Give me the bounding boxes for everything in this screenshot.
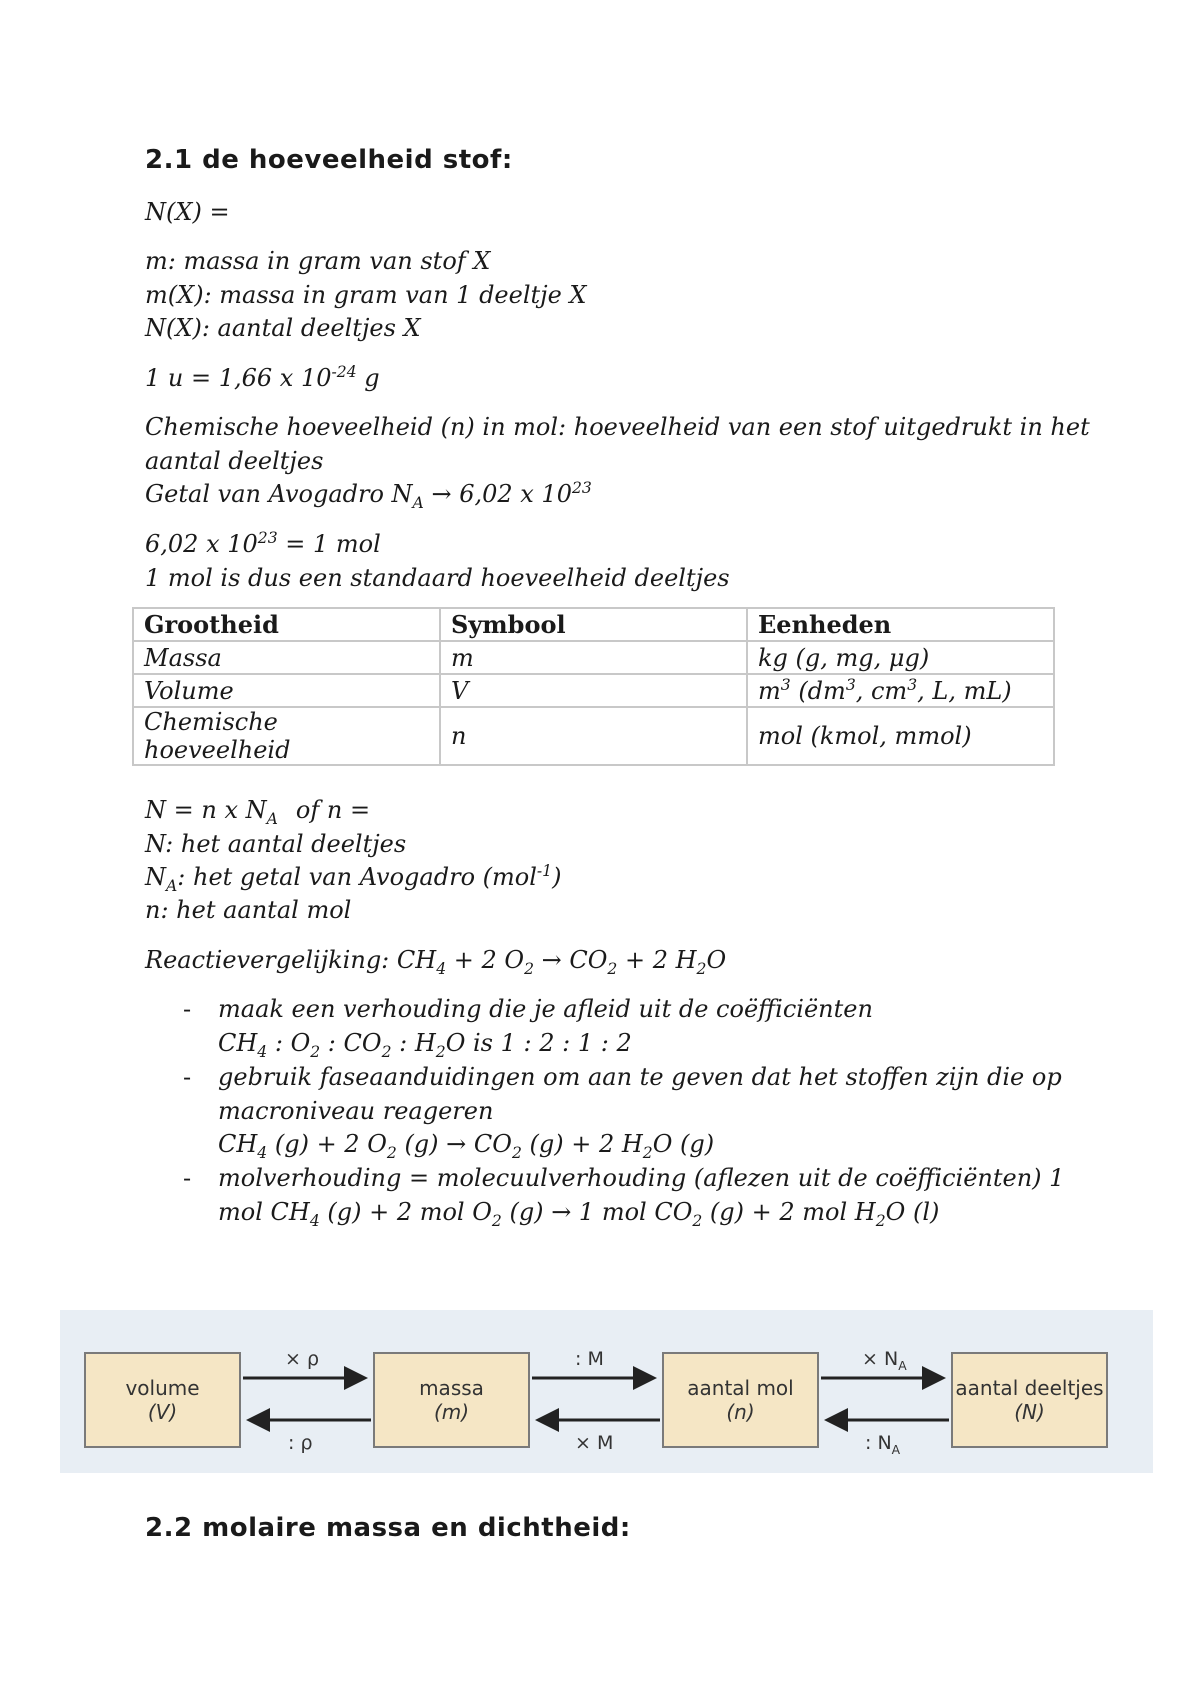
n-formula-right: of n = — [295, 796, 371, 824]
arrow-label-div-rho: : ρ — [288, 1432, 313, 1454]
ratio-value: is 1 : 2 : 1 : 2 — [465, 1029, 632, 1057]
label-subscript: A — [898, 1358, 907, 1373]
avogadro-label: Getal van Avogadro N — [145, 480, 413, 508]
avogadro-number — [145, 479, 592, 512]
box-symbol: (n) — [726, 1400, 755, 1424]
table-header: Grootheid — [133, 608, 440, 641]
na-close: ) — [552, 863, 562, 891]
vu-b: (dm — [790, 676, 846, 705]
chem-def-line-1: Chemische hoeveelheid (n) in mol: hoeveelheid van een stof uitgedrukt in het — [145, 413, 1090, 441]
vu-a: m — [758, 676, 781, 705]
arrow-icon: → — [423, 480, 460, 508]
vu-e3: 3 — [907, 675, 918, 694]
amu-unit: g — [356, 364, 380, 392]
section-heading-2-2: 2.2 molaire massa en dichtheid: — [145, 1513, 631, 1543]
vu-e2: 3 — [845, 675, 856, 694]
arrow-icon: → — [541, 946, 562, 974]
label-subscript: A — [891, 1442, 901, 1457]
table-row — [133, 674, 1054, 707]
bullet-1-text: maak een verhouding die je afleid uit de coëfficiënten — [218, 995, 873, 1023]
table-header-row — [133, 608, 1054, 641]
arrow-label-div-m: : M — [575, 1348, 604, 1370]
vu-e1: 3 — [780, 675, 791, 694]
amu-exponent: -24 — [331, 363, 357, 381]
conversion-diagram — [60, 1310, 1153, 1473]
table-cell: Chemische hoeveelheid — [133, 707, 440, 765]
label-text: × N — [862, 1348, 899, 1370]
quantities-table — [132, 607, 1055, 766]
arrow-icon: → — [446, 1130, 467, 1158]
diagram-box-aantal-deeltjes — [951, 1352, 1108, 1448]
table-cell: kg (g, mg, μg) — [747, 641, 1054, 674]
bullet-2-line-2: macroniveau reageren — [218, 1097, 494, 1125]
bullet-3-equation: mol $CH_4$ (g) + 2 mol $O_2$ (g) → 1 mol $CO_2$ (g) + 2 mol $H_2O$ (l) — [218, 1198, 940, 1230]
label-text: : N — [865, 1432, 892, 1454]
mol-standard: 1 mol is dus een standaard hoeveelheid deeltjes — [145, 564, 730, 592]
reaction-equation: Reactievergelijking: $CH_4 + 2$ $O_2 \to CO_2 + 2$ $H_2O$ — [145, 946, 727, 978]
table-header: Eenheden — [747, 608, 1054, 641]
avogadro-exponent: 23 — [571, 479, 592, 497]
mol-equation — [145, 530, 381, 558]
def-mx: m(X): massa in gram van 1 deeltje X — [145, 281, 587, 309]
na-exponent: -1 — [536, 862, 553, 880]
arrow-icon: → — [551, 1198, 572, 1226]
table-cell-volume-unit — [747, 674, 1054, 707]
bullet-2-equation: $CH_4$ (g) + 2 $O_2$ $(g) \to CO_2$ (g) + 2 $H_2O$ (g) — [218, 1130, 715, 1162]
mol-eq-value: 6,02 x 10 — [145, 530, 258, 558]
box-label: aantal mol — [687, 1376, 794, 1400]
box-label: aantal deeltjes — [955, 1376, 1104, 1400]
n-def-deeltjes: N: het aantal deeltjes — [145, 830, 407, 858]
n-formula-left: N = n x N — [145, 796, 267, 824]
mol-eq-exponent: 23 — [257, 529, 278, 547]
box-symbol: (V) — [147, 1400, 178, 1424]
chem-def-line-2: aantal deeltjes — [145, 447, 324, 475]
avogadro-value: 6,02 x 10 — [459, 480, 572, 508]
amu-text: 1 u = 1,66 x 10 — [145, 364, 332, 392]
avogadro-subscript: A — [412, 493, 424, 512]
arrow-label-times-na — [862, 1348, 907, 1373]
na-text: : het getal van Avogadro (mol — [177, 863, 537, 891]
n-def-mol: n: het aantal mol — [145, 896, 352, 924]
box-label: volume — [125, 1376, 200, 1400]
bullet-2-line-1: gebruik faseaanduidingen om aan te geven dat het stoffen zijn die op — [218, 1063, 1062, 1091]
na-subscript: A — [166, 876, 178, 895]
def-m: m: massa in gram van stof X — [145, 247, 491, 275]
table-cell: mol (kmol, mmol) — [747, 707, 1054, 765]
diagram-box-aantal-mol — [662, 1352, 819, 1448]
table-header: Symbool — [440, 608, 747, 641]
arrow-label-div-na — [865, 1432, 901, 1457]
box-label: massa — [419, 1376, 484, 1400]
section-heading-2-1: 2.1 de hoeveelheid stof: — [145, 145, 513, 175]
atomic-mass-unit — [145, 364, 380, 392]
box-symbol: (N) — [1014, 1400, 1045, 1424]
vu-c: , cm — [855, 676, 908, 705]
table-cell: m — [440, 641, 747, 674]
bullet-dash: - — [183, 1164, 192, 1192]
mol-eq-result: = 1 mol — [277, 530, 381, 558]
box-symbol: (m) — [433, 1400, 470, 1424]
table-cell: Massa — [133, 641, 440, 674]
vu-d: , L, mL) — [917, 676, 1012, 705]
n-formula-subscript: A — [266, 809, 278, 828]
diagram-box-massa — [373, 1352, 530, 1448]
reaction-label: Reactievergelijking: — [145, 946, 397, 974]
n-def-avogadro — [145, 862, 562, 895]
table-row — [133, 641, 1054, 674]
bullet-3-line-1: molverhouding = molecuulverhouding (aflezen uit de coëfficiënten) 1 — [218, 1164, 1065, 1192]
bullet-dash: - — [183, 995, 192, 1023]
table-cell: Volume — [133, 674, 440, 707]
arrow-label-times-m: × M — [575, 1432, 614, 1454]
na-letter: N — [145, 863, 166, 891]
table-row — [133, 707, 1054, 765]
def-nx: N(X): aantal deeltjes X — [145, 314, 421, 342]
formula-nx: N(X) = — [145, 198, 230, 226]
bullet-dash: - — [183, 1063, 192, 1091]
table-cell: V — [440, 674, 747, 707]
n-formula — [145, 796, 371, 828]
arrow-label-times-rho: × ρ — [285, 1348, 320, 1370]
bullet-1-ratio: $CH_4$ : $O_2$ : $CO_2$ : $H_2O$ is 1 : 2 : 1 : 2 — [218, 1029, 632, 1061]
table-cell: n — [440, 707, 747, 765]
diagram-box-volume — [84, 1352, 241, 1448]
